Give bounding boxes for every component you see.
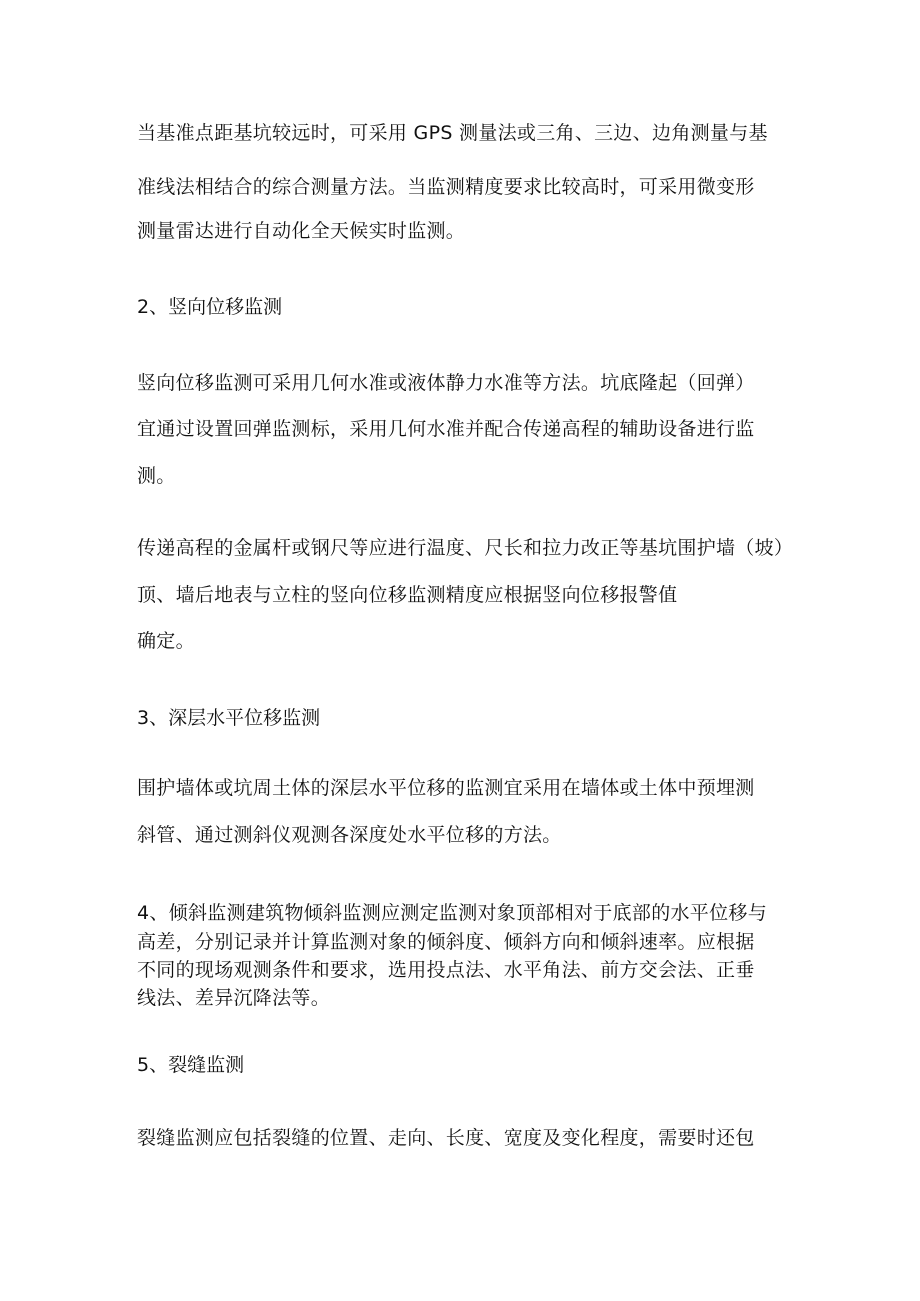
paragraph-line: 斜管、通过测斜仪观测各深度处水平位移的方法。 [137,824,562,846]
paragraph-line: 确定。 [137,630,195,652]
paragraph-line: 准线法相结合的综合测量方法。当监测精度要求比较高时，可采用微变形 [137,176,755,198]
paragraph-line: 当基准点距基坑较远时，可采用 GPS 测量法或三角、三边、边角测量与基 [137,122,768,144]
paragraph-line: 不同的现场观测条件和要求，选用投点法、水平角法、前方交会法、正垂 [137,959,755,981]
paragraph-line: 宜通过设置回弹监测标，采用几何水准并配合传递高程的辅助设备进行监 [137,418,755,440]
paragraph-line: 4、倾斜监测建筑物倾斜监测应测定监测对象顶部相对于底部的水平位移与 [137,902,767,924]
paragraph-line: 线法、差异沉降法等。 [137,987,331,1009]
paragraph-line: 测。 [137,465,176,487]
paragraph-line: 测量雷达进行自动化全天候实时监测。 [137,220,466,242]
section-heading-crack-monitoring: 5、裂缝监测 [137,1054,245,1076]
paragraph-line: 竖向位移监测可采用几何水准或液体静力水准等方法。坑底隆起（回弹） [137,372,755,394]
paragraph-line: 顶、墙后地表与立柱的竖向位移监测精度应根据竖向位移报警值 [137,584,678,606]
paragraph-line: 高差，分别记录并计算监测对象的倾斜度、倾斜方向和倾斜速率。应根据 [137,931,755,953]
section-heading-deep-horizontal-displacement: 3、深层水平位移监测 [137,707,321,729]
section-heading-vertical-displacement: 2、竖向位移监测 [137,296,283,318]
paragraph-line: 裂缝监测应包括裂缝的位置、走向、长度、宽度及变化程度，需要时还包 [137,1127,755,1149]
paragraph-line: 围护墙体或坑周土体的深层水平位移的监测宜采用在墙体或土体中预埋测 [137,777,755,799]
paragraph-line: 传递高程的金属杆或钢尺等应进行温度、尺长和拉力改正等基坑围护墙（坡） [137,537,794,559]
